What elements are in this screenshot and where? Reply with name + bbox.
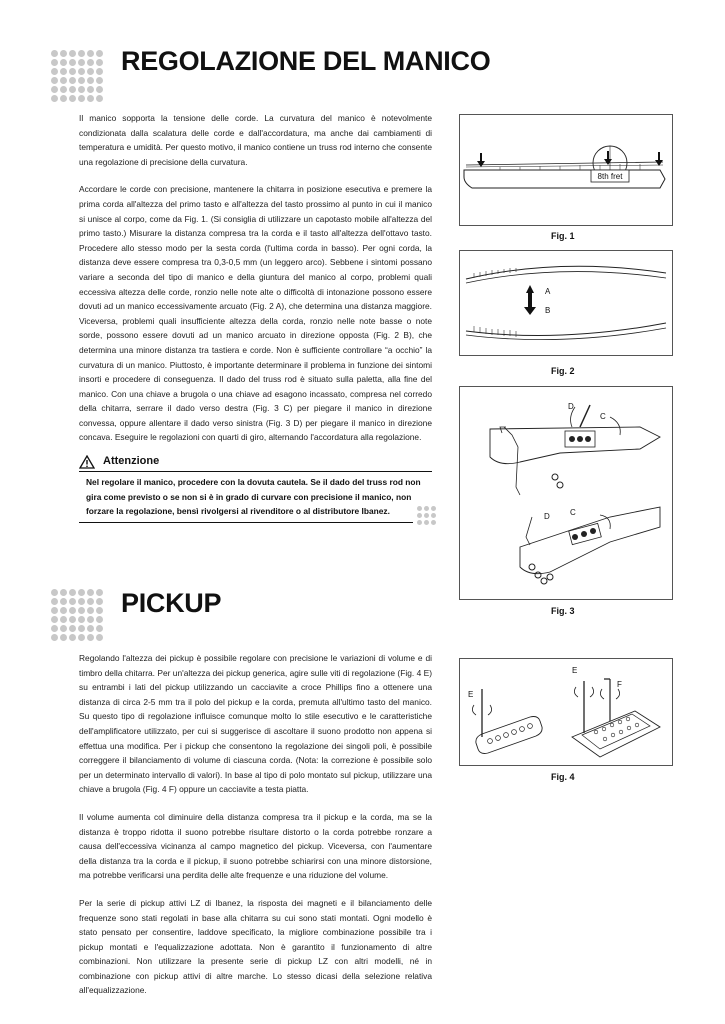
label-c-top: C [600,412,606,421]
decorative-dot-grid [51,589,103,641]
figure-2-neck-bow [459,250,673,356]
label-a: A [545,287,551,296]
decorative-dot-grid [51,50,103,102]
label-f: F [617,680,622,689]
label-d-top: D [568,402,574,411]
paragraph: Il manico sopporta la tensione delle corde. La curvatura del manico è notevolmente condizionata dalla scalatura delle corde e dall'accordatura, ma anche dai cambiamenti di temperatura e umidità. Per questo motivo, il manico contiene un truss rod interno che consente una regolazione di precisione della curvatura. [79,113,432,167]
figure-4-pickup-height [459,658,673,766]
label-b: B [545,306,551,315]
figure-3-caption: Fig. 3 [551,606,575,616]
paragraph: Per la serie di pickup attivi LZ di Ibanez, la risposta dei magneti e il bilanciamento delle frequenze sono stati regolati in base alla chitarra su cui sono stati montati. Ogni modello è stato pensato per consentire, laddove specificato, la migliore combinazione possibile tra i pickup montati e l'equalizzazione adottata. Non è garantito il funzionamento di altre combinazioni. Non utilizzare la presente serie di pickup LZ con altri modelli, né in combinazione con pickup attivi di altre marche. Lo stesso dicasi della selezione relativa all'equalizzazione. [79,897,432,996]
paragraph: Regolando l'altezza dei pickup è possibile regolare con precisione le variazioni di volume e di timbro della chitarra. Per un'altezza dei pickup generica, agire sulle viti di regolazione (Fig. 4 E) su entrambi i lati del pickup utilizzando un cacciavite a croce Phillips fino a ottenere una distanza di circa 2-5 mm tra il polo del pickup e la corda, premuta all'ultimo tasto del manico. Su questo tipo di regolazione influisce comunque molto lo stile esecutivo e le caratteristiche dell'amplificatore utilizzato, per cui si suggerisce di ascoltare il suono prodotto non appena si effettua una modifica. Per i pickup che consentono la regolazione dei singoli poli, è possibile correggere il bilanciamento di volume di ciascuna corda. (Nota: la correzione è possibile solo per un determinato intervallo di valori). In base al tipo di polo montato sul pickup, utilizzare una chiave a brugola (Fig. 4 F) oppure un cacciavite a testa piatta. [79,653,432,795]
neck-measure-illustration [460,115,672,225]
section-body-pickup [79,651,432,1011]
figure-1-neck-measure [459,114,673,226]
warning-title: Attenzione [103,455,160,467]
paragraph: Accordare le corde con precisione, mantenere la chitarra in posizione esecutiva e premere la prima corda all'altezza del primo tasto e all'altezza del tasto prossimo al punto in cui il manico si unisce al corpo, come da Fig. 1. (Si consiglia di utilizzare un capotasto mobile all'altezza del primo tasto.) Misurare la distanza compresa tra la corda e il tasto all'altezza dell'ottavo tasto. Procedere allo stesso modo per la sesta corda (l'ultima corda in basso). Per ogni corda, la distanza deve essere compresa tra 0,3-0,5 mm (un leggero arco). Sebbene i sintomi possano variare a seconda del tipo di manico e della giuntura del manico al corpo, problemi quali eccessiva altezza delle corde, ronzio nelle note alte o difficoltà di intonazione possono essere dovuti ad un manico eccessivamente arcuato (Fig. 2 A), che determina una distanza maggiore. Viceversa, problemi quali insufficiente altezza della corda, ronzio nelle note basse o note sorde, possono essere dovuti ad un manico arcuato in direzione opposta (Fig. 2 B), che determina una minore distanza tra tastiera e corde. Non è sufficiente controllare “a occhio” la curvatura di un manico. Piuttosto, è importante determinare il problema in funzione dei sintomi insorti e procedere di conseguenza. Il dado del truss rod è situato sulla paletta, alla fine del manico. Con una chiave a brugola o una chiave ad esagono incassato, compresa nel corredo della chitarra, serrare il dado verso destra (Fig. 3 C) per piegare il manico in direzione convessa, oppure allentare il dado verso sinistra (Fig. 3 D) per piegare il manico in direzione concava. Eseguire le regolazioni con quarti di giro, alternando l'accordatura alla regolazione. [79,184,432,443]
figure-4-caption: Fig. 4 [551,772,575,782]
section-title-pickup: PICKUP [121,588,222,618]
warning-bottom-rule [79,522,413,523]
label-e-left: E [468,690,474,699]
warning-text: Nel regolare il manico, procedere con la dovuta cautela. Se il dado del truss rod non gira come previsto o se non si è in grado di curvare con precisione il manico, non forzare la regolazione, bensì rivolgersi al rivenditore o al distributore Ibanez. [86,477,421,517]
fret-label: 8th fret [597,172,623,181]
label-e-right: E [572,666,578,675]
paragraph: Il volume aumenta col diminuire della distanza compresa tra il pickup e la corda, ma se la distanza è troppo ridotta il suono potrebbe risultare distorto o la corda potrebbe ronzare a causa dell'eccessiva vicinanza al campo magnetico del pickup. Viceversa, con l'aumentare della distanza tra la corda e il pickup, il suono potrebbe schiarirsi con una minore distorsione, ma potrebbe verificarsi una perdita delle alte frequenze e una riduzione del volume. [79,811,432,881]
pickup-height-illustration [460,659,672,765]
figure-2-caption: Fig. 2 [551,366,575,376]
figure-3-truss-rod [459,386,673,600]
warning-top-rule [79,471,432,472]
figure-1-caption: Fig. 1 [551,231,575,241]
truss-rod-illustration [460,387,672,599]
label-d-bottom: D [544,512,550,521]
neck-bow-illustration [460,251,672,355]
section-body-neck [79,111,432,458]
warning-triangle-icon [79,455,95,469]
section-title-neck: REGOLAZIONE DEL MANICO [121,46,491,76]
decorative-dot-grid-small [417,506,436,525]
label-c-bottom: C [570,508,576,517]
